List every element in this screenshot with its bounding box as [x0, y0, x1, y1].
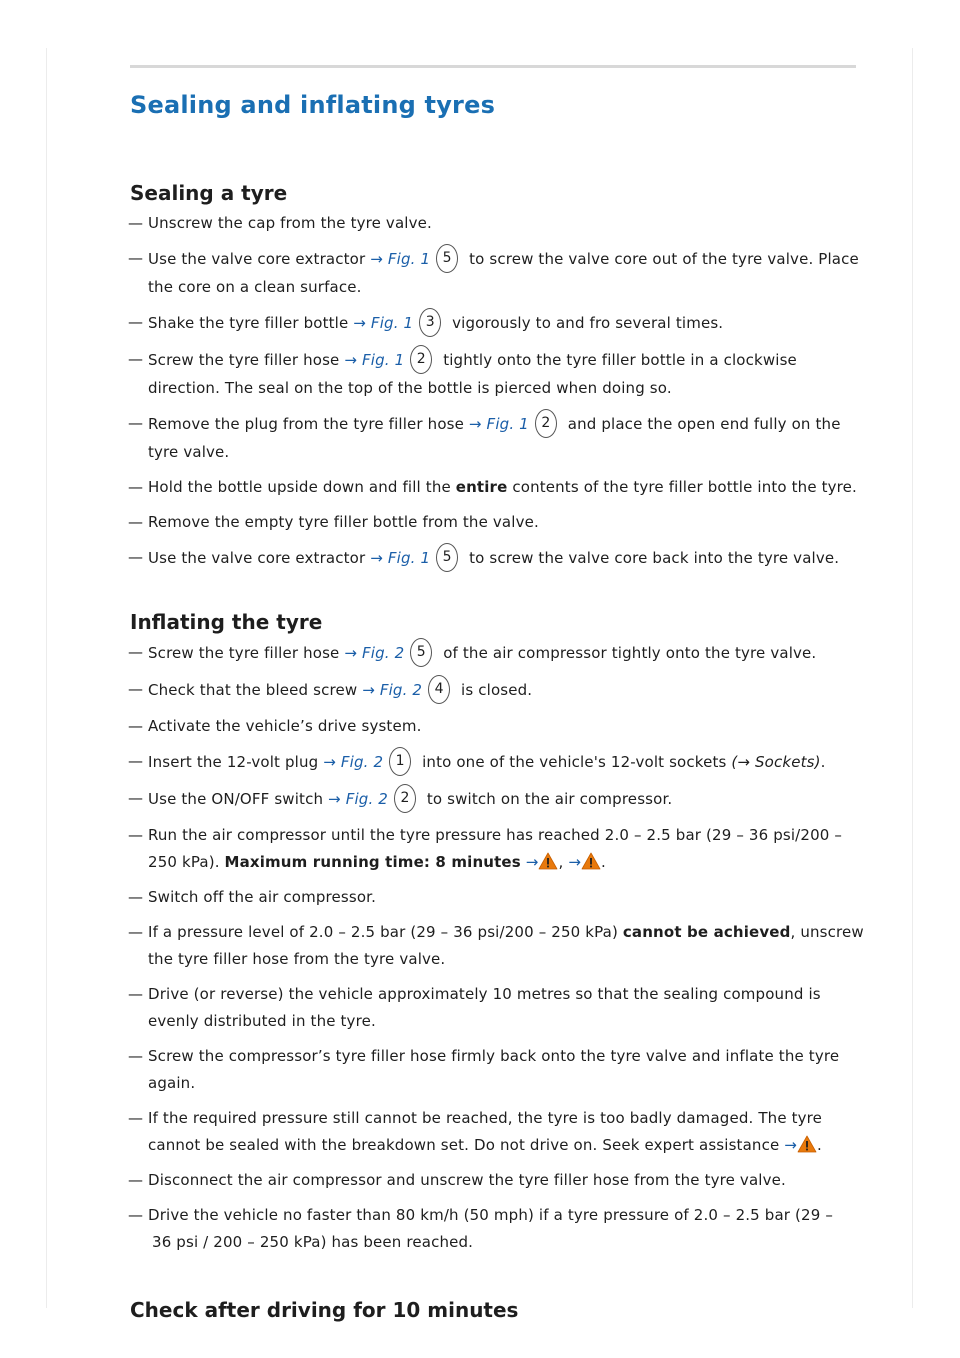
list-item: — Run the air compressor until the tyre pressure has reached 2.0 – 2.5 bar (29 – 36 psi/200 – 250 kPa). Maximum running time: 8 minutes → , → . [130, 822, 865, 876]
callout-number: 2 [535, 409, 557, 438]
list-item: — If the required pressure still cannot be reached, the tyre is too badly damaged. The tyre cannot be sealed with the breakdown set. Do not drive on. Seek expert assistance → . [130, 1105, 865, 1159]
list-item: — Drive the vehicle no faster than 80 km/h (50 mph) if a tyre pressure of 2.0 – 2.5 bar (29 – 36 psi / 200 – 250 kPa) has been reached. [130, 1202, 865, 1256]
figure-link[interactable]: → Fig. 1 [370, 250, 431, 269]
warning-icon [538, 852, 558, 870]
figure-link[interactable]: → Fig. 2 [328, 790, 388, 809]
list-item: — Remove the empty tyre filler bottle from the valve. [130, 509, 865, 536]
page-border-left [46, 48, 47, 1308]
warning-link[interactable]: → [568, 853, 601, 871]
figure-link[interactable]: → Fig. 2 [344, 644, 405, 663]
list-item: — Use the ON/OFF switch → Fig. 2 2 to switch on the air compressor. [130, 785, 865, 814]
section-heading-inflating: Inflating the tyre [130, 610, 323, 635]
callout-number: 5 [436, 543, 458, 572]
sealing-steps [130, 210, 865, 573]
callout-number: 4 [428, 675, 450, 704]
figure-link[interactable]: → Fig. 1 [344, 351, 405, 370]
page-border-right [912, 48, 913, 1308]
warning-link[interactable]: → [784, 1136, 817, 1154]
figure-link[interactable]: → Fig. 1 [370, 549, 431, 568]
callout-number: 3 [419, 308, 441, 337]
list-item: — Check that the bleed screw → Fig. 2 4 is closed. [130, 676, 865, 705]
warning-link[interactable]: → [526, 853, 559, 871]
list-item: — Remove the plug from the tyre filler hose → Fig. 1 2 and place the open end fully on the tyre valve. [130, 410, 865, 466]
warning-icon [581, 852, 601, 870]
figure-link[interactable]: → Fig. 2 [323, 753, 384, 772]
list-item: — Drive (or reverse) the vehicle approximately 10 metres so that the sealing compound is evenly distributed in the tyre. [130, 981, 865, 1035]
callout-number: 2 [394, 784, 416, 813]
emphasis-text: Maximum running time: 8 minutes [224, 853, 521, 872]
list-item: — Disconnect the air compressor and unscrew the tyre filler hose from the tyre valve. [130, 1167, 865, 1194]
emphasis-text: entire [455, 478, 508, 497]
list-item: — Shake the tyre filler bottle → Fig. 1 3 vigorously to and fro several times. [130, 309, 865, 338]
top-rule [130, 65, 856, 68]
figure-link[interactable]: → Fig. 1 [353, 314, 414, 333]
emphasis-text: cannot be achieved [622, 923, 791, 942]
warning-icon [797, 1135, 817, 1153]
inflating-steps [130, 639, 865, 1256]
callout-number: 1 [389, 747, 411, 776]
figure-link[interactable]: → Fig. 1 [468, 415, 529, 434]
page-content [130, 86, 865, 1323]
list-item: — If a pressure level of 2.0 – 2.5 bar (29 – 36 psi/200 – 250 kPa) cannot be achieved, unscrew the tyre filler hose from the tyre valve. [130, 919, 865, 973]
callout-number: 2 [410, 345, 432, 374]
section-heading-check: Check after driving for 10 minutes [130, 1298, 519, 1323]
list-item: — Screw the tyre filler hose → Fig. 2 5 of the air compressor tightly onto the tyre valve. [130, 639, 865, 668]
list-item: — Use the valve core extractor → Fig. 1 5 to screw the valve core back into the tyre valve. [130, 544, 865, 573]
list-item: — Screw the tyre filler hose → Fig. 1 2 tightly onto the tyre filler bottle in a clockwise direction. The seal on the top of the bottle is pierced when doing so. [130, 346, 865, 402]
list-item: — Switch off the air compressor. [130, 884, 865, 911]
list-item: — Insert the 12-volt plug → Fig. 2 1 into one of the vehicle's 12-volt sockets (→ Sockets). [130, 748, 865, 777]
sockets-link[interactable]: (→ Sockets) [731, 753, 821, 772]
list-item: — Screw the compressor’s tyre filler hose firmly back onto the tyre valve and inflate the tyre again. [130, 1043, 865, 1097]
callout-number: 5 [436, 244, 458, 273]
figure-link[interactable]: → Fig. 2 [362, 681, 423, 700]
list-item: — Activate the vehicle’s drive system. [130, 713, 865, 740]
list-item: — Use the valve core extractor → Fig. 1 5 to screw the valve core out of the tyre valve. Place the core on a clean surface. [130, 245, 865, 301]
callout-number: 5 [410, 638, 432, 667]
list-item: — Hold the bottle upside down and fill the entire contents of the tyre filler bottle into the tyre. [130, 474, 865, 501]
page-title: Sealing and inflating tyres [130, 91, 496, 119]
section-heading-sealing: Sealing a tyre [130, 181, 288, 206]
list-item: — Unscrew the cap from the tyre valve. [130, 210, 865, 237]
